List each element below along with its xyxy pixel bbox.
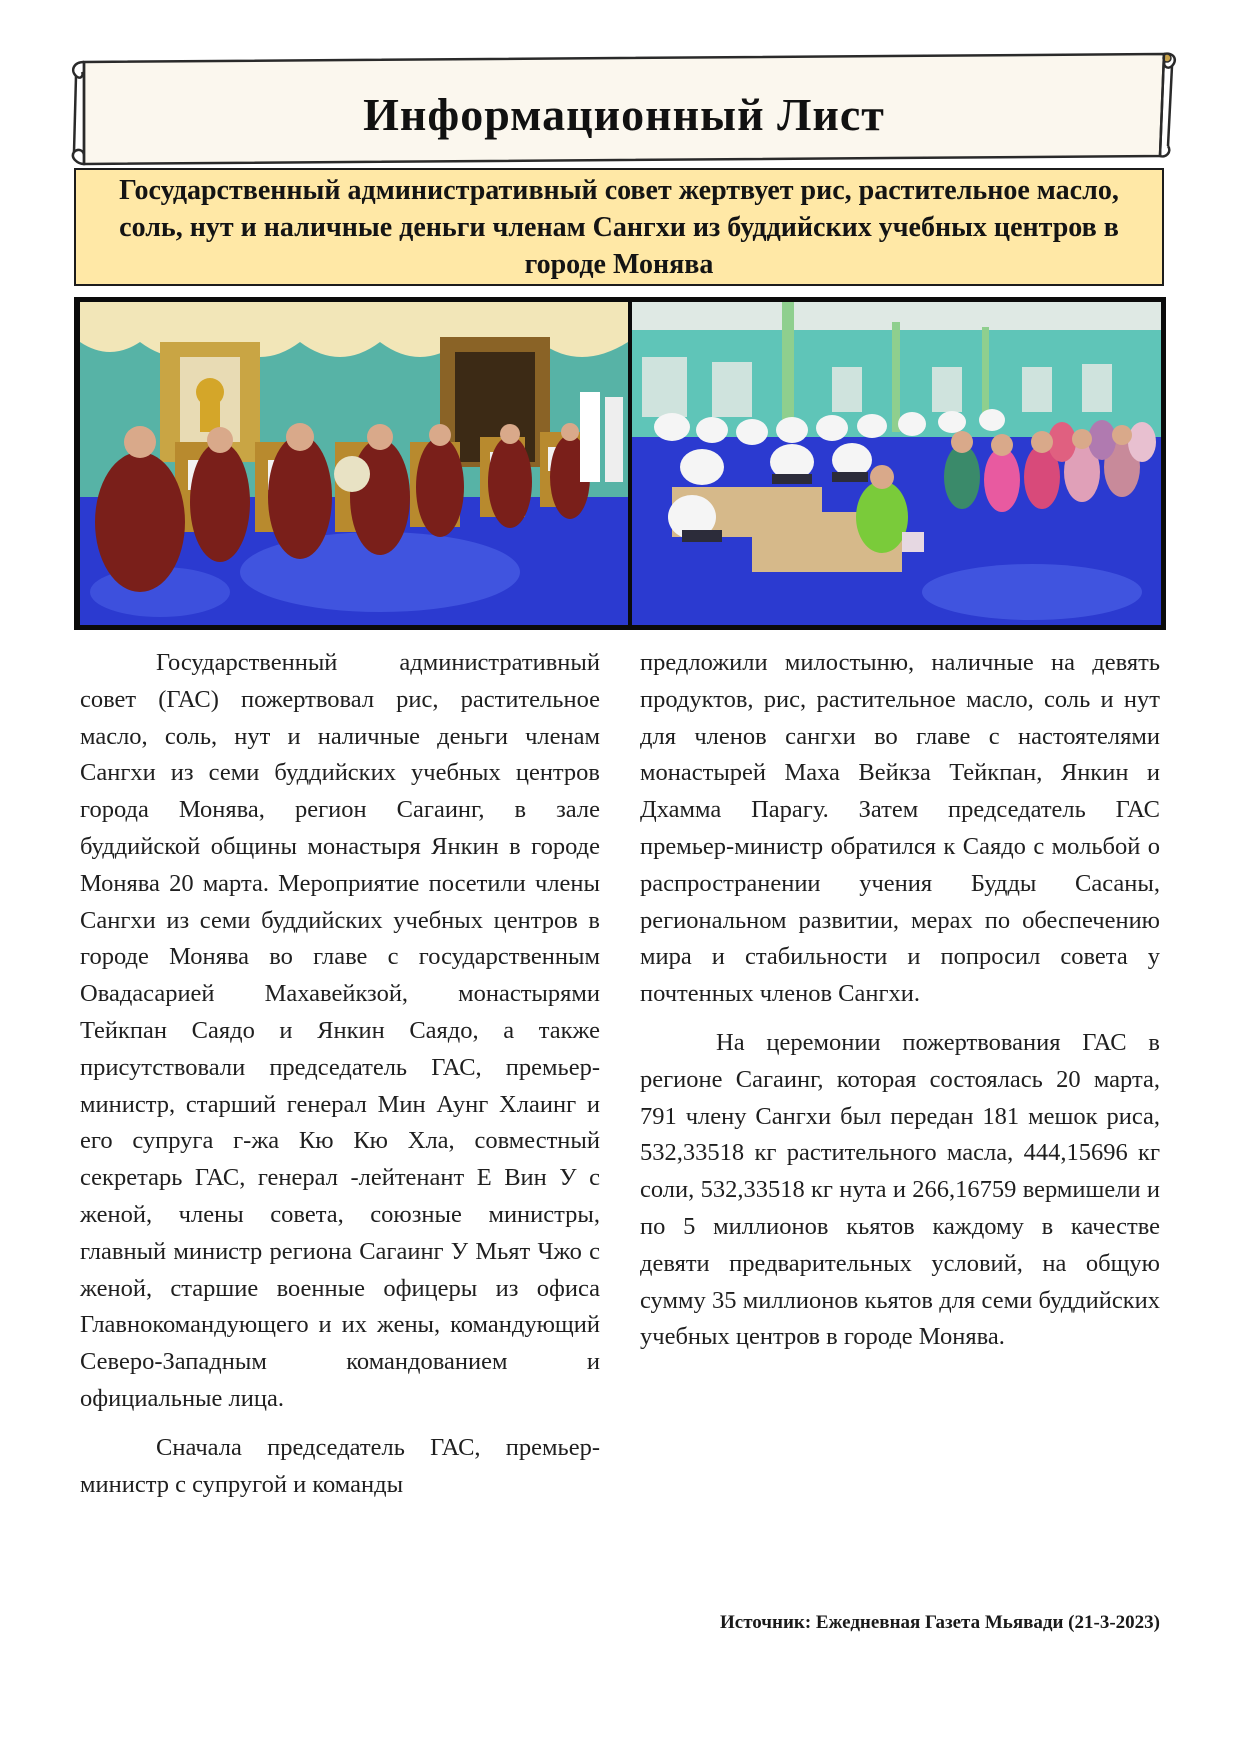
article-paragraph: предложили милостыню, наличные на девять продуктов, рис, растительное масло, соль и нут для членов сангхи во главе с настоятелями монастырей Маха Вейкза Тейкпан, Янкин и Дхамма Парагу. Затем председатель ГАС премьер-министр обратился к Саядо с мольбой о распространении учения Будды Сасаны, региональном развитии, мерах по обеспечению мира и стабильности и попросил совета у почтенных членов Сангхи. (640, 649, 1160, 1008)
photo-strip (74, 297, 1166, 630)
article-left-column (80, 645, 600, 1515)
headline-box (74, 168, 1164, 286)
source-citation: Источник: Ежедневная Газета Мьявади (21-3-2023) (720, 1612, 1160, 1633)
page-title: Информационный Лист (363, 89, 885, 140)
article-paragraph: Сначала председатель ГАС, премьер-министр с супругой и команды (80, 1433, 600, 1498)
congregation-photo (632, 302, 1161, 625)
article-right-column (640, 645, 1160, 1368)
headline-text: Государственный административный совет жертвует рис, растительное масло, соль, нут и наличные деньги членам Сангхи из буддийских учебных центров в городе Монява (119, 174, 1119, 280)
title-banner-scroll (70, 48, 1178, 174)
article-paragraph: Государственный административный совет (ГАС) пожертвовал рис, растительное масло, соль, нут и наличные деньги членам Сангхи из семи буддийских учебных центров города Монява, регион Сагаинг, в зале буддийской общины монастыря Янкин в городе Монява 20 марта. Мероприятие посетили члены Сангхи из семи буддийских учебных центров в городе Монява во главе с государственным Овадасарией Махавейкзой, монастырями Тейкпан Саядо и Янкин Саядо, а также присутствовали председатель ГАС, премьер-министр, старший генерал Мин Аунг Хлаинг и его супруга г-жа Кю Кю Хла, совместный секретарь ГАС, генерал -лейтенант Е Вин У с женой, члены совета, союзные министры, главный министр региона Сагаинг У Мьят Чжо с женой, старшие военные офицеры из офиса Главнокомандующего и их жены, командующий Северо-Западным командованием и официальные лица. (80, 649, 600, 1412)
monks-seated-photo (80, 302, 628, 625)
article-paragraph: На церемонии пожертвования ГАС в регионе Сагаинг, которая состоялась 20 марта, 791 члену Сангхи был передан 181 мешок риса, 532,33518 кг растительного масла, 444,15696 кг соли, 532,33518 кг нута и 266,16759 вермишели и по 5 миллионов кьятов каждому в качестве девяти предварительных условий, на общую сумму 35 миллионов кьятов для семи буддийских учебных центров в городе Монява. (640, 1028, 1160, 1351)
